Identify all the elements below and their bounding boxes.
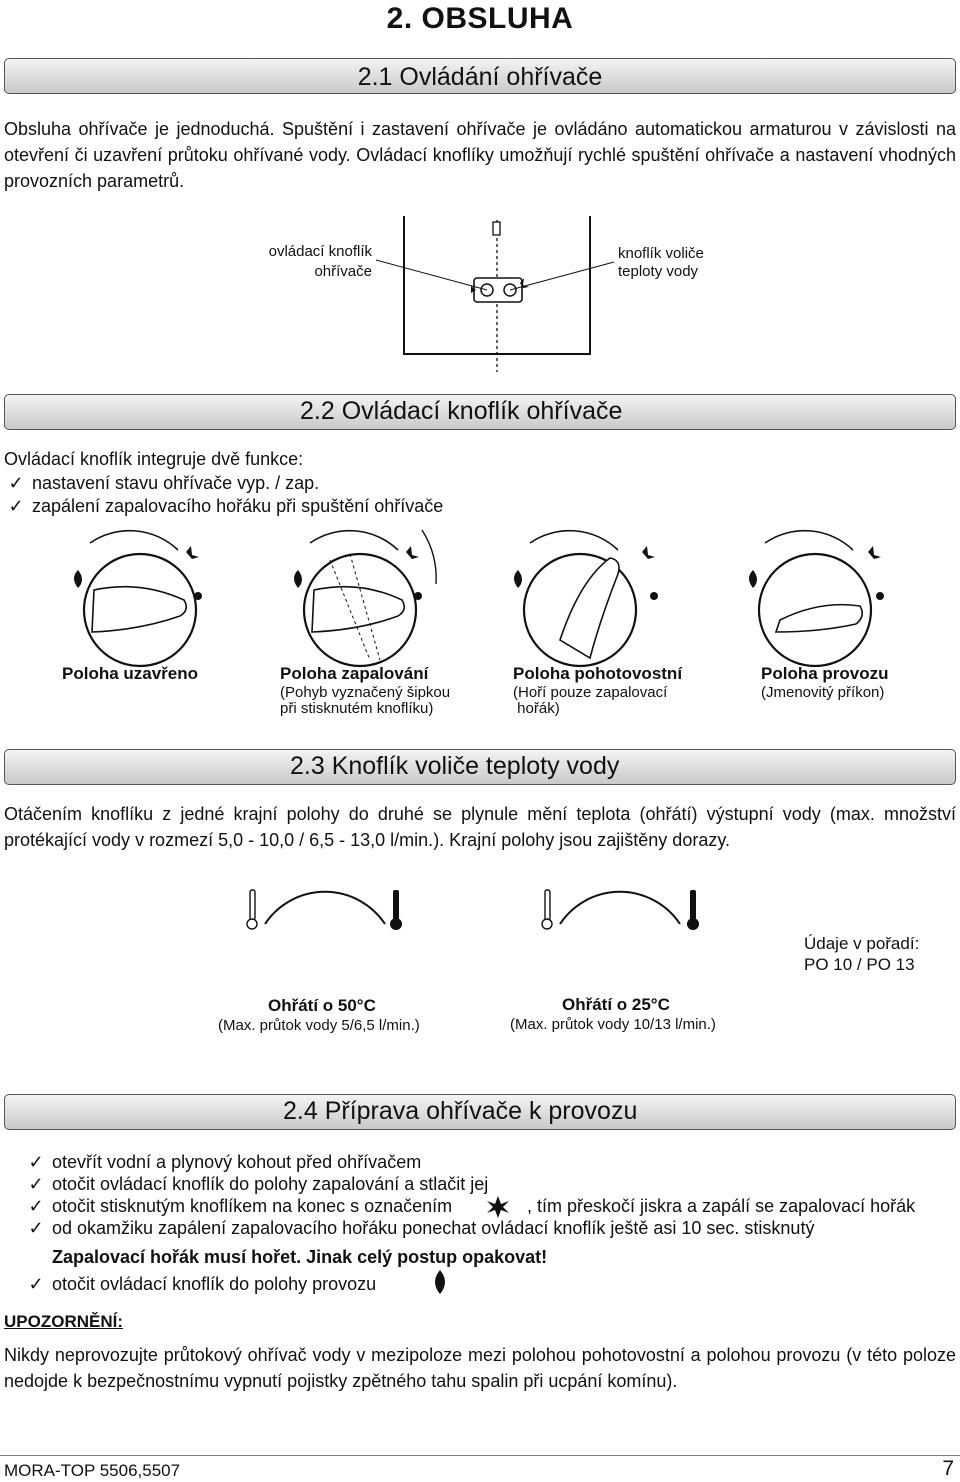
knob-positions-diagram xyxy=(0,520,960,670)
list-item-continuation: , tím přeskočí jiskra a zapálí se zapalovací hořák xyxy=(527,1196,916,1216)
flame-icon xyxy=(430,1268,450,1296)
temp-knob-hot xyxy=(247,890,402,930)
position-closed-title: Poloha uzavřeno xyxy=(62,664,199,683)
label-control-knob-1: ovládací knoflík xyxy=(268,243,372,260)
section-title-2-1: 2.1 Ovládání ohřívače xyxy=(357,63,603,91)
section-title-2-3: 2.3 Knoflík voliče teploty vody xyxy=(290,752,620,780)
list-item: ✓ otočit ovládací knoflík do polohy zapalování a stlačit jej xyxy=(24,1173,488,1195)
bold-note: Zapalovací hořák musí hořet. Jinak celý postup opakovat! xyxy=(52,1247,548,1267)
page-title: 2. OBSLUHA xyxy=(386,2,574,35)
label-temp-knob-1: knoflík voliče xyxy=(618,245,704,262)
footer-rule xyxy=(0,1455,960,1456)
knob-closed xyxy=(74,531,202,666)
list-item: ✓ otočit stisknutým knoflíkem na konec s označením xyxy=(24,1195,452,1217)
warning-title: UPOZORNĚNÍ: xyxy=(4,1312,123,1331)
order-note-2: PO 10 / PO 13 xyxy=(804,955,915,974)
spark-icon xyxy=(486,1194,510,1218)
position-standby-note-1: (Hoří pouze zapalovací xyxy=(513,684,668,701)
section-title-2-4: 2.4 Příprava ohřívače k provozu xyxy=(283,1097,638,1125)
temp-knob-warm xyxy=(542,890,699,930)
list-item: ✓ otočit ovládací knoflík do polohy provozu xyxy=(24,1273,376,1295)
label-control-knob-2: ohřívače xyxy=(314,263,372,280)
footer-model: MORA-TOP 5506,5507 xyxy=(4,1461,181,1480)
knob-ignition xyxy=(294,530,436,666)
order-note-1: Údaje v pořadí: xyxy=(804,934,920,953)
list-item: ✓ zapálení zapalovacího hořáku při spuštění ohřívače xyxy=(4,495,443,517)
position-ignition-note-2: při stisknutém knoflíku) xyxy=(280,700,434,717)
knob-standby xyxy=(514,531,658,666)
position-ignition-note-1: (Pohyb vyznačený šipkou xyxy=(280,684,451,701)
position-operation-note: (Jmenovitý příkon) xyxy=(761,684,885,701)
heat-25-flow: (Max. průtok vody 10/13 l/min.) xyxy=(510,1016,716,1033)
heat-25-title: Ohřátí o 25°C xyxy=(562,995,670,1014)
list-item: ✓ otevřít vodní a plynový kohout před ohřívačem xyxy=(24,1151,421,1173)
section-title-2-2: 2.2 Ovládací knoflík ohřívače xyxy=(300,397,623,425)
heat-50-flow: (Max. průtok vody 5/6,5 l/min.) xyxy=(218,1017,420,1034)
warning-text: Nikdy neprovozujte průtokový ohřívač vody v mezipoloze mezi polohou pohotovostní a polohou provozu (v této poloze nedojde k bezpečnostnímu vypnutí pojistky zpětného tahu spalin při ucpání komínu). xyxy=(4,1345,956,1391)
page-number: 7 xyxy=(942,1457,954,1480)
knob-operation xyxy=(749,531,884,666)
position-operation-title: Poloha provozu xyxy=(761,664,889,683)
list-item: ✓ nastavení stavu ohřívače vyp. / zap. xyxy=(4,472,319,494)
heater-front-diagram xyxy=(0,0,960,380)
position-standby-title: Poloha pohotovostní xyxy=(513,664,683,683)
intro-paragraph: Obsluha ohřívače je jednoduchá. Spuštění i zastavení ohřívače je ovládáno automatickou armaturou v závislosti na otevření či uzavření průtoku ohřívané vody. Ovládací knoflíky umožňují rychlé spuštění ohřívače a nastavení vhodných provozních parametrů. xyxy=(4,119,956,191)
heat-50-title: Ohřátí o 50°C xyxy=(268,996,376,1015)
knob-intro: Ovládací knoflík integruje dvě funkce: xyxy=(4,449,304,469)
position-ignition-title: Poloha zapalování xyxy=(280,664,429,683)
list-item: ✓ od okamžiku zapálení zapalovacího hořáku ponechat ovládací knoflík ještě asi 10 sec. stisknutý xyxy=(24,1217,814,1239)
label-temp-knob-2: teploty vody xyxy=(618,263,699,280)
temp-paragraph: Otáčením knoflíku z jedné krajní polohy do druhé se plynule mění teplota (ohřátí) výstupní vody (max. množství protékající vody v rozmezí 5,0 - 10,0 / 6,5 - 13,0 l/min.). Krajní polohy jsou zajištěny dorazy. xyxy=(4,804,956,850)
position-standby-note-2: hořák) xyxy=(513,700,560,717)
